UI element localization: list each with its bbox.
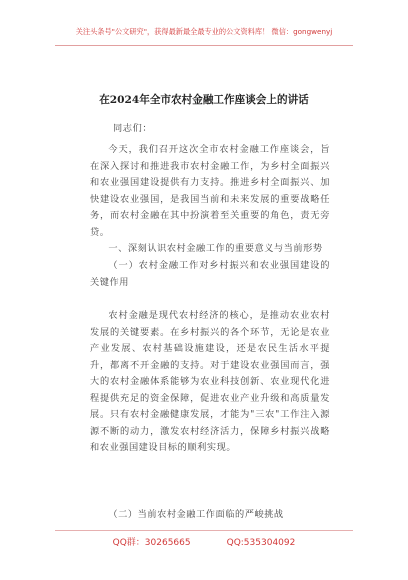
subsection-heading-1: （一）农村金融工作对乡村振兴和农业强国建设的关键作用 [90, 260, 330, 288]
footer-divider [55, 530, 353, 531]
document-title: 在2024年全市农村金融工作座谈会上的讲话 [99, 94, 309, 106]
subsection-heading-2: （二）当前农村金融工作面临的严峻挑战 [108, 509, 284, 520]
salutation: 同志们： [113, 123, 153, 134]
footer-qq-number: QQ:535304092 [226, 538, 296, 548]
paragraph-body: 农村金融是现代农村经济的核心，是推动农业农村发展的关键要素。在乡村振兴的各个环节，无论是农业产业发展、农村基础设施建设，还是农民生活水平提升，都离不开金融的支持。对于建设农业强国而言，强大的农村金融体系能够为农业科技创新、农业现代化进程提供充足的资金保障，促进农业产业升级和高质量发展。只有农村金融健康发展，才能为"三农"工作注入源源不断的动力，激发农村经济活力，保障乡村振兴战略和农业强国建设目标的顺利实现。 [90, 310, 330, 453]
footer-qq-group: QQ群：30265665 [112, 538, 191, 548]
paragraph-intro: 今天，我们召开这次全市农村金融工作座谈会，旨在深入探讨和推进我市农村金融工作，为乡村全面振兴和农业强国建设提供有力支持。推进乡村全面振兴、加快建设农业强国，是我国当前和未来发展的重要战略任务，而农村金融在其中扮演着至关重要的角色，责无旁贷。 [90, 144, 330, 238]
footer-contact [0, 535, 408, 548]
section-heading-1: 一、深刻认识农村金融工作的重要意义与当前形势 [108, 243, 323, 254]
header-banner: 关注头条号"公文研究"，获得最新最全最专业的公文资料库！ 微信：gongwenyj [75, 27, 333, 36]
header-divider [55, 45, 353, 46]
